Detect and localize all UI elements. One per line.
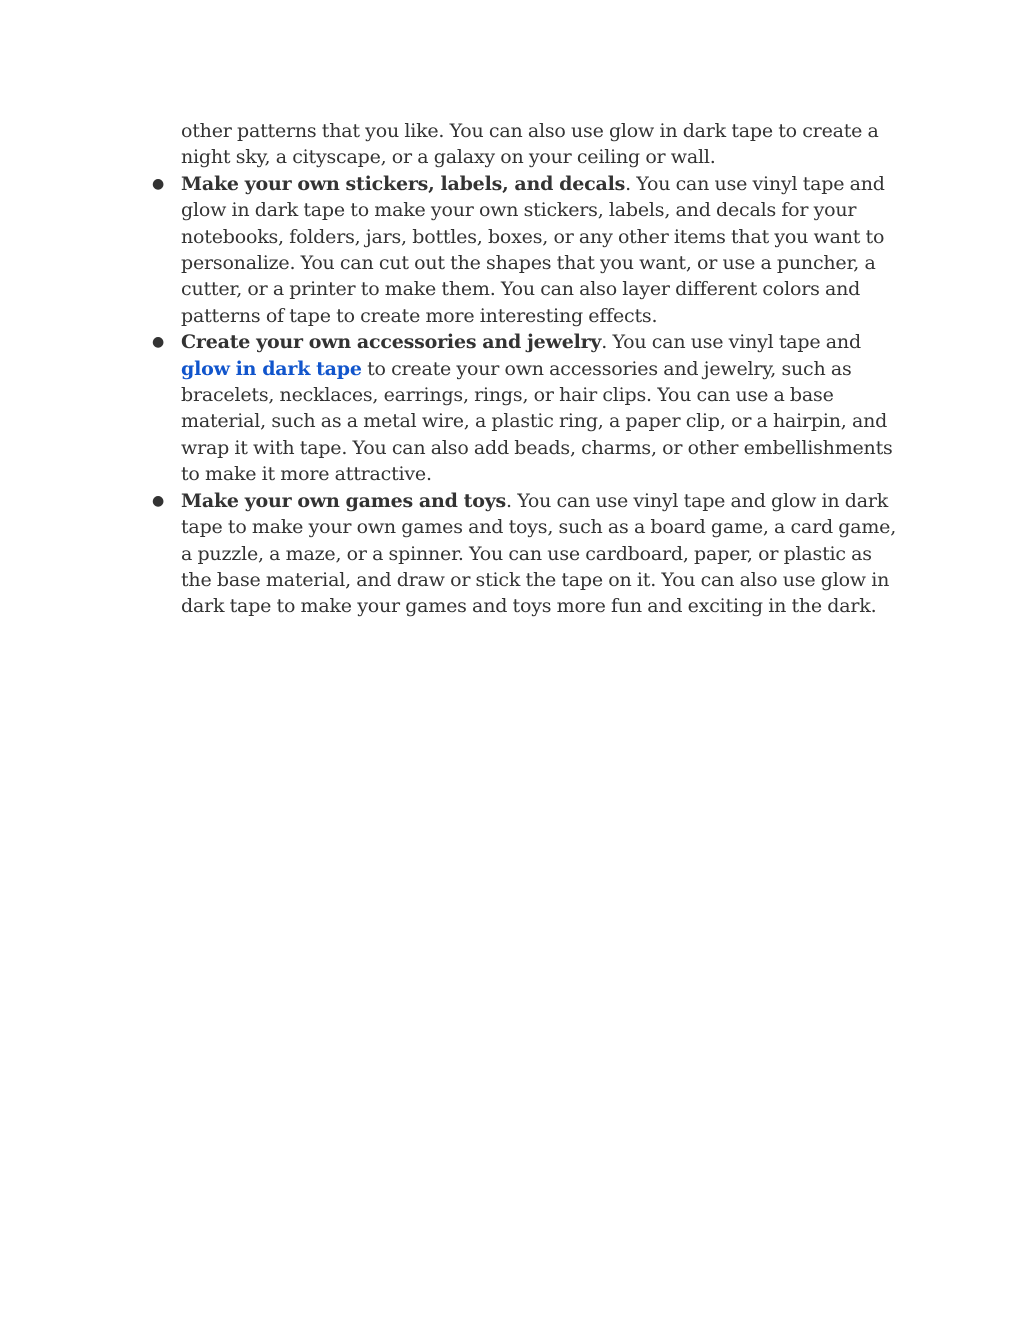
bullet-icon: ● bbox=[152, 175, 165, 192]
item-text: . You can use vinyl tape and glow in dark tape to make your own games and toys, such as a board game, a card game, a puzzle, a maze, or a spinner. You can use cardboard, paper, or plastic as the base material, and draw or stick the tape on it. You can also use glow in dark tape to make your games and toys more fun and exciting in the dark. bbox=[181, 489, 897, 618]
document-content bbox=[152, 118, 905, 620]
bullet-icon: ● bbox=[152, 492, 165, 509]
glow-in-dark-tape-link[interactable]: glow in dark tape bbox=[181, 357, 362, 380]
item-heading: Make your own games and toys bbox=[181, 489, 507, 512]
list-item-stickers bbox=[152, 171, 905, 329]
list-item-accessories bbox=[152, 329, 905, 487]
intro-paragraph: other patterns that you like. You can also use glow in dark tape to create a night sky, a cityscape, or a galaxy on your ceiling or wall. bbox=[181, 120, 879, 169]
item-text: . You can use vinyl tape and bbox=[601, 331, 861, 354]
list-item-games bbox=[152, 488, 905, 620]
item-heading: Make your own stickers, labels, and decals bbox=[181, 172, 626, 195]
item-heading: Create your own accessories and jewelry bbox=[181, 331, 602, 354]
item-text: to create your own accessories and jewelry, such as bracelets, necklaces, earrings, rings, or hair clips. You can use a base material, such as a metal wire, a plastic ring, a paper clip, or a hairpin, and wrap it with tape. You can also add beads, charms, or other embellishments to make it more attractive. bbox=[181, 357, 893, 486]
bullet-icon: ● bbox=[152, 334, 165, 351]
bullet-list bbox=[152, 171, 905, 620]
item-text: . You can use vinyl tape and glow in dark tape to make your own stickers, labels, and decals for your notebooks, folders, jars, bottles, boxes, or any other items that you want to personalize. You can cut out the shapes that you want, or use a puncher, a cutter, or a printer to make them. You can also layer different colors and patterns of tape to create more interesting effects. bbox=[181, 172, 885, 327]
